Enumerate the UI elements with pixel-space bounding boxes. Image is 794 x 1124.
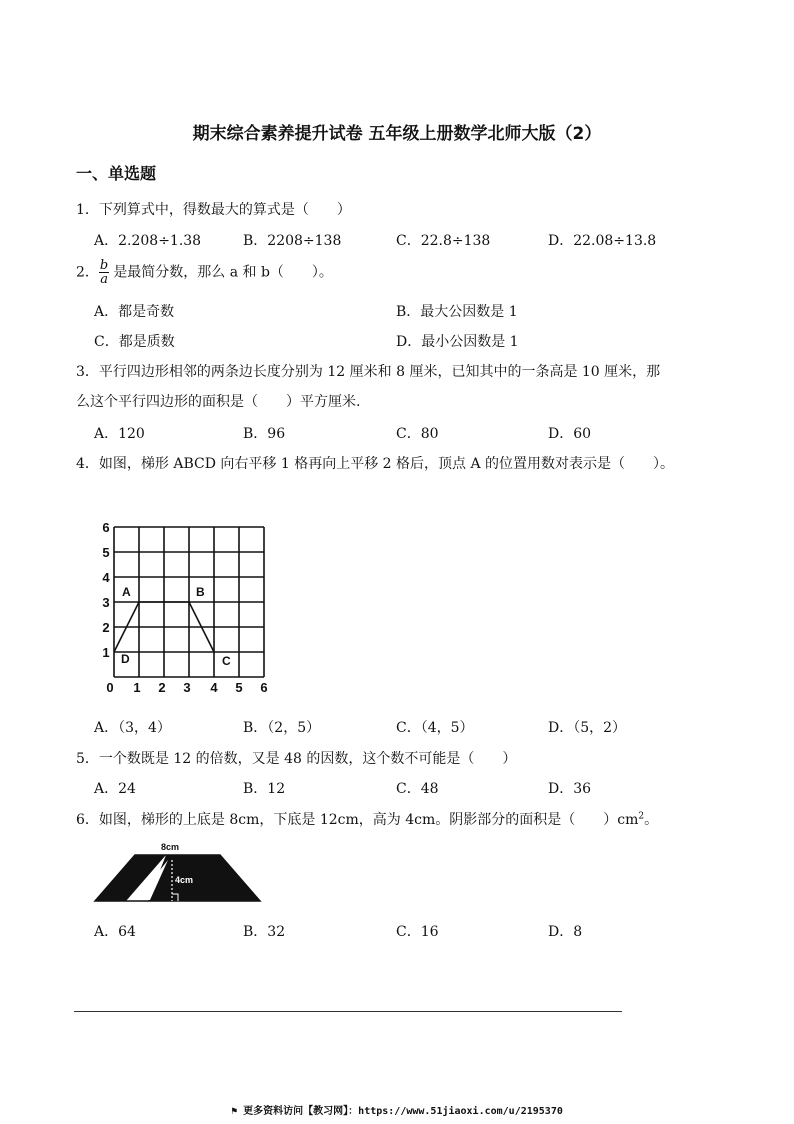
y-tick-3: 3 [102, 595, 110, 610]
point-label-b: B [196, 585, 205, 599]
x-tick-4: 4 [210, 680, 218, 695]
horizontal-rule [74, 1011, 622, 1012]
option-d: D．（5，2） [548, 720, 627, 736]
x-tick-5: 5 [235, 680, 243, 695]
option-c: C．16 [396, 924, 439, 940]
question-number: 4． [76, 456, 99, 472]
question-3 [76, 361, 660, 381]
y-tick-2: 2 [102, 620, 110, 635]
option-a: A．64 [94, 924, 136, 940]
point-label-a: A [122, 585, 131, 599]
superscript: 2 [638, 811, 645, 822]
option-c: C．80 [396, 426, 439, 442]
question-text-end: 。 [644, 812, 659, 828]
option-d: D．36 [548, 781, 592, 797]
section-heading: 一、单选题 [76, 164, 157, 183]
x-tick-6: 6 [260, 680, 268, 695]
option-c: C．22.8÷138 [396, 233, 491, 249]
option-d: D．最小公因数是 1 [396, 334, 519, 350]
top-base-label: 8cm [160, 842, 180, 852]
question-number: 5． [76, 751, 99, 767]
option-c: C．48 [396, 781, 439, 797]
footer-text[interactable]: 更多资料访问【教习网】：https://www.51jiaoxi.com/u/2195370 [243, 1106, 563, 1117]
x-tick-1: 1 [133, 680, 141, 695]
question-text-line-2: 么这个平行四边形的面积是（ ）平方厘米. [76, 394, 361, 410]
question-2 [76, 259, 333, 286]
flag-icon: ⚑ [231, 1106, 238, 1117]
option-b: B．96 [243, 426, 286, 442]
x-tick-3: 3 [183, 680, 191, 695]
y-tick-6: 6 [102, 520, 110, 535]
question-text: 一个数既是 12 的倍数，又是 48 的因数，这个数不可能是（ ） [98, 751, 517, 767]
question-5 [76, 748, 516, 768]
option-b: B．12 [243, 781, 286, 797]
option-a: A．都是奇数 [94, 304, 175, 320]
question-number: 2． [76, 264, 99, 281]
option-b: B．2208÷138 [243, 233, 342, 249]
question-text: 下列算式中，得数最大的算式是（ ） [98, 202, 351, 218]
y-tick-4: 4 [102, 570, 110, 585]
option-a: A．24 [94, 781, 136, 797]
shaded-region-right [148, 855, 260, 901]
height-label: 4cm [175, 875, 194, 885]
footer [0, 1102, 794, 1117]
question-text: 如图，梯形 ABCD 向右平移 1 格再向上平移 2 格后，顶点 A 的位置用数对表示是（ ）。 [98, 456, 675, 472]
fraction-numerator: b [99, 258, 109, 273]
question-6 [76, 809, 658, 829]
option-c: C．（4，5） [396, 720, 474, 736]
question-text: 是最简分数，那么 a 和 b（ ）。 [113, 264, 333, 281]
x-tick-0: 0 [106, 680, 114, 695]
option-b: B．32 [243, 924, 286, 940]
question-4 [76, 453, 674, 473]
point-label-d: D [121, 652, 130, 666]
y-tick-5: 5 [102, 545, 110, 560]
option-b: B．最大公因数是 1 [396, 304, 518, 320]
question-text: 如图，梯形的上底是 8cm，下底是 12cm，高为 4cm。阴影部分的面积是（ ）cm [98, 812, 639, 828]
y-tick-1: 1 [102, 645, 110, 660]
option-d: D．22.08÷13.8 [548, 233, 657, 249]
option-b: B．（2，5） [243, 720, 321, 736]
question-text-line-1: 平行四边形相邻的两条边长度分别为 12 厘米和 8 厘米，已知其中的一条高是 10 厘米，那 [98, 364, 661, 380]
option-a: A．（3，4） [94, 720, 171, 736]
page-title: 期末综合素养提升试卷 五年级上册数学北师大版（2） [192, 124, 602, 144]
option-c: C．都是质数 [94, 334, 175, 350]
question-number: 3． [76, 364, 99, 380]
x-tick-2: 2 [158, 680, 166, 695]
coordinate-grid-figure [96, 515, 286, 695]
fraction-denominator: a [100, 272, 108, 287]
option-a: A．2.208÷1.38 [94, 233, 202, 249]
question-number: 1． [76, 202, 99, 218]
option-d: D．60 [548, 426, 592, 442]
trapezoid-figure [92, 838, 264, 906]
point-label-c: C [222, 654, 231, 668]
question-1 [76, 199, 351, 219]
option-d: D．8 [548, 924, 583, 940]
option-a: A．120 [94, 426, 145, 442]
question-number: 6． [76, 812, 99, 828]
fraction [99, 259, 109, 286]
